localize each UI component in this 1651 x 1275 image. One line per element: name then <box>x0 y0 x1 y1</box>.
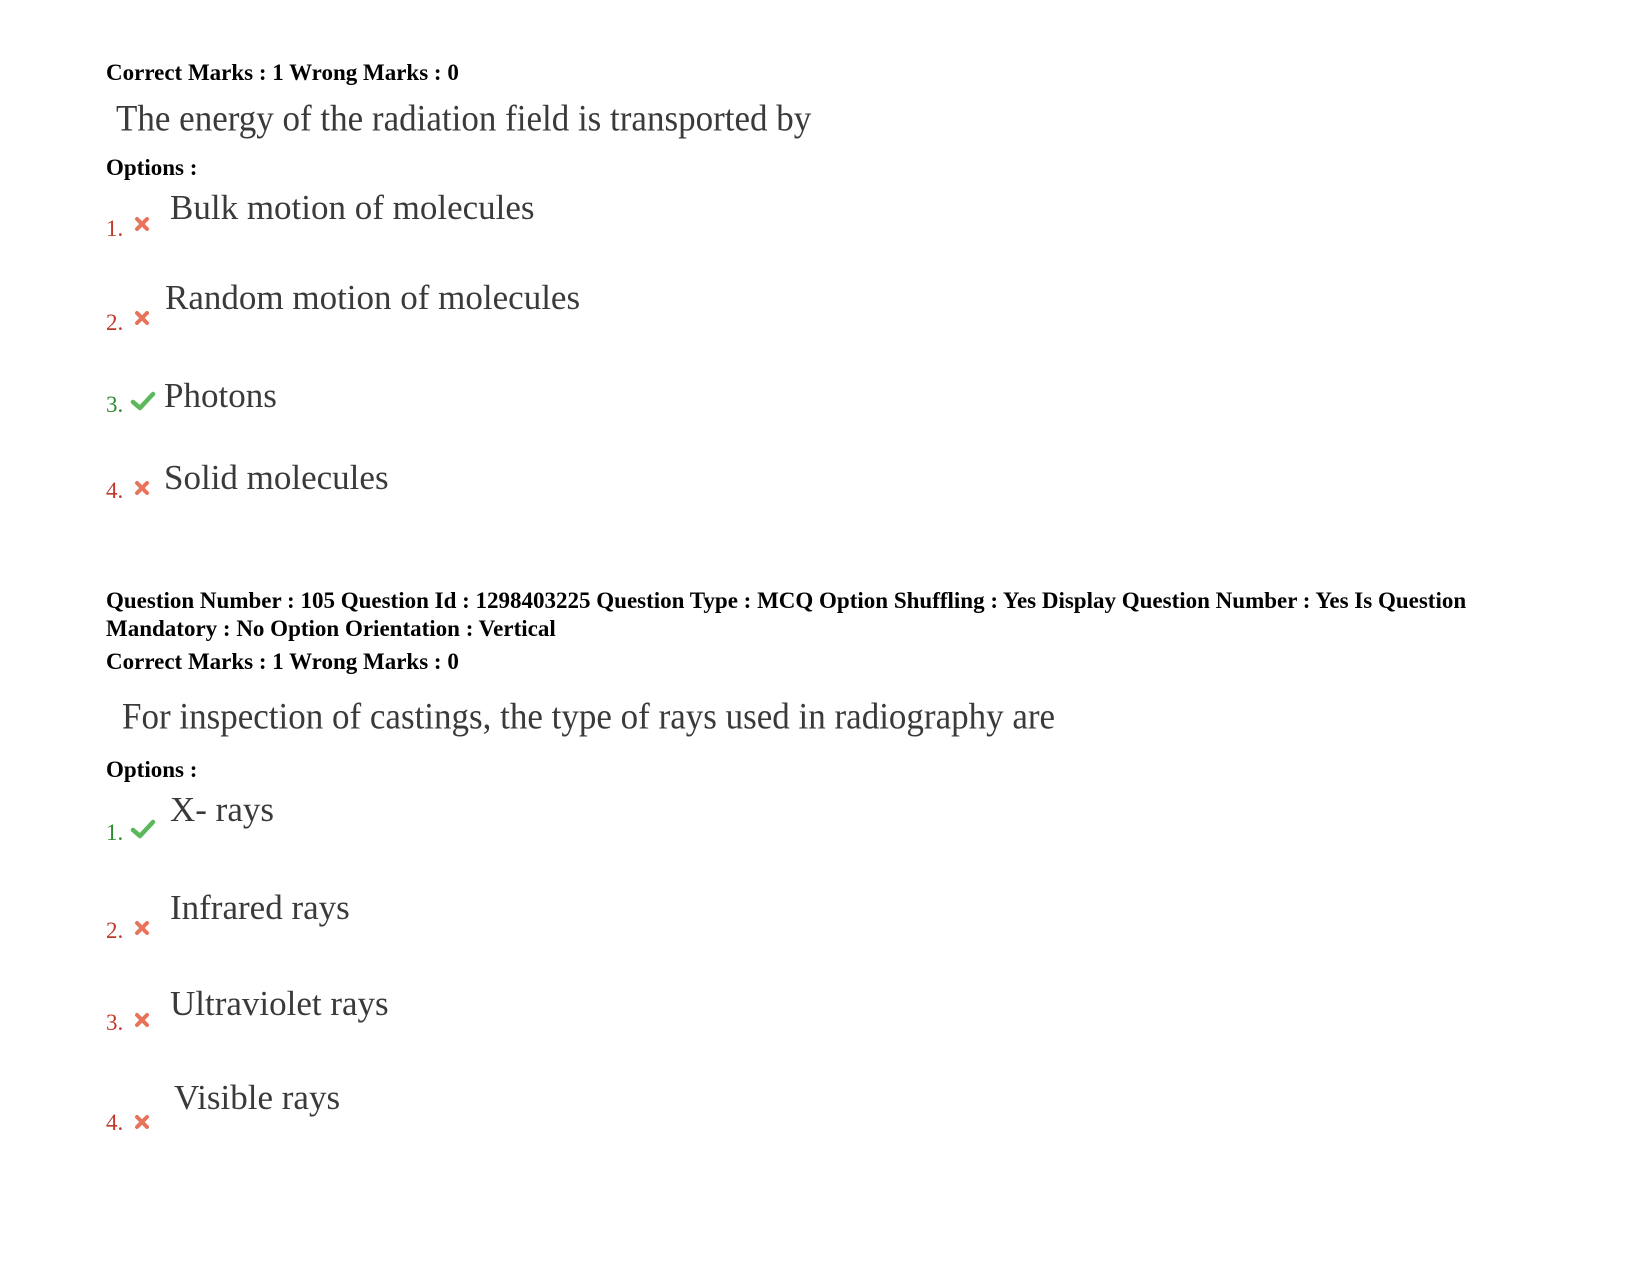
q2-option-1-text: X- rays <box>170 790 274 829</box>
q1-marks: Correct Marks : 1 Wrong Marks : 0 <box>106 60 459 85</box>
q2-text: For inspection of castings, the type of rays used in radiography are <box>122 696 1056 737</box>
q1-option-3-text: Photons <box>164 376 277 415</box>
q1-option-3-number: 3. <box>106 392 124 417</box>
cross-icon <box>134 216 150 232</box>
check-icon <box>130 390 156 412</box>
q2-option-1-number: 1. <box>106 820 124 845</box>
q1-text: The energy of the radiation field is transported by <box>116 98 812 139</box>
q2-option-4-number: 4. <box>106 1110 124 1135</box>
q2-option-2-text: Infrared rays <box>170 888 350 927</box>
q2-option-2-number: 2. <box>106 918 124 943</box>
q1-option-4-text: Solid molecules <box>164 458 389 497</box>
q2-meta-info: Question Number : 105 Question Id : 1298403225 Question Type : MCQ Option Shuffling : Yes Display Question Number : Yes Is Question Mandatory : No Option Orientation : Vertical <box>106 588 1467 641</box>
q1-option-4-number: 4. <box>106 478 124 503</box>
q2-option-3-text: Ultraviolet rays <box>170 984 389 1023</box>
cross-icon <box>134 310 150 326</box>
q1-option-2-number: 2. <box>106 310 124 335</box>
q1-options-label: Options : <box>106 155 198 180</box>
check-icon <box>130 818 156 840</box>
q1-option-1-text: Bulk motion of molecules <box>170 188 535 227</box>
q1-option-1-number: 1. <box>106 216 124 241</box>
q1-option-2-text: Random motion of molecules <box>165 278 581 317</box>
q2-marks: Correct Marks : 1 Wrong Marks : 0 <box>106 649 459 674</box>
cross-icon <box>134 1012 150 1028</box>
cross-icon <box>134 480 150 496</box>
cross-icon <box>134 920 150 936</box>
cross-icon <box>134 1114 150 1130</box>
q2-option-4-text: Visible rays <box>174 1078 341 1117</box>
q2-option-3-number: 3. <box>106 1010 124 1035</box>
q2-options-label: Options : <box>106 757 198 782</box>
